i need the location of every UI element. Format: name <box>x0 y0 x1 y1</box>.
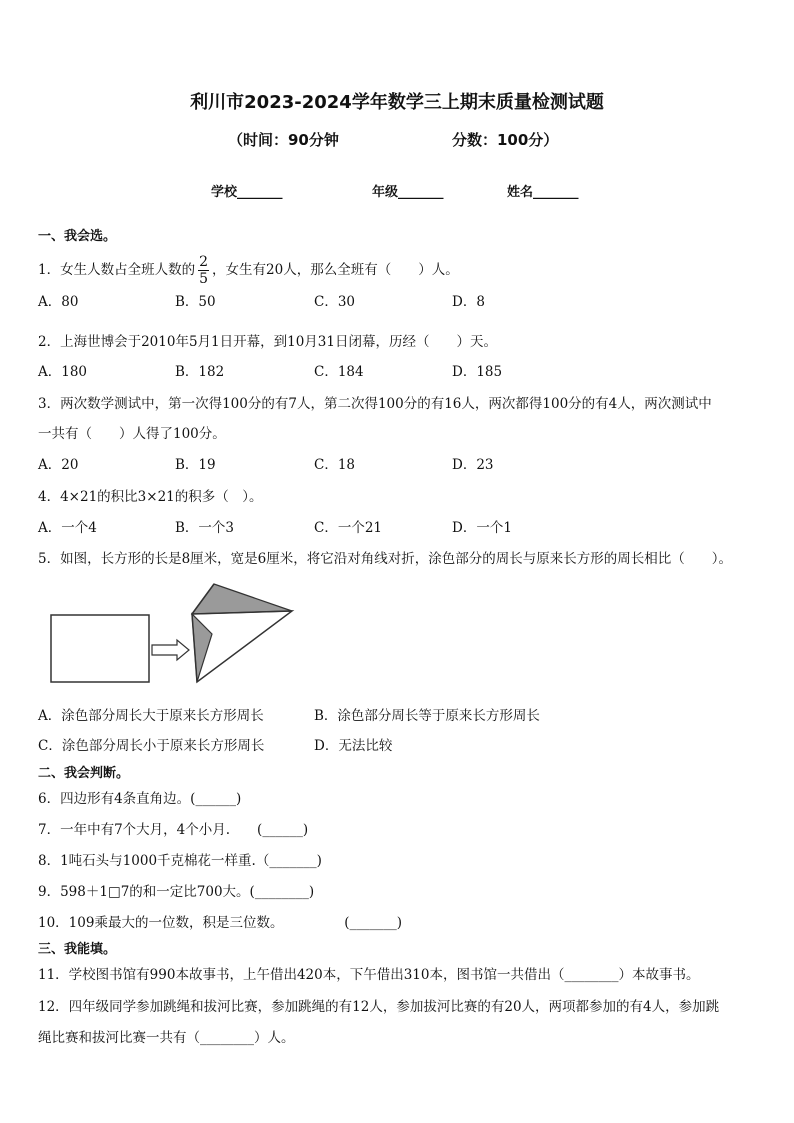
q1-option-a: A．80 <box>38 294 79 310</box>
name-field: 姓名_______ <box>507 185 579 200</box>
question-1-suffix: ，女生有20人，那么全班有（ ）人。 <box>212 262 459 278</box>
question-1 <box>38 254 459 287</box>
q2-option-d: D．185 <box>452 364 503 380</box>
q5-option-c: C．涂色部分周长小于原来长方形周长 <box>38 738 265 754</box>
original-rectangle <box>51 615 149 682</box>
question-2: 2．上海世博会于2010年5月1日开幕，到10月31日闭幕，历经（ ）天。 <box>38 334 497 350</box>
question-4: 4．4×21的积比3×21的积多（ ）。 <box>38 489 263 505</box>
q4-option-c: C．一个21 <box>314 520 383 536</box>
school-field: 学校_______ <box>211 185 283 200</box>
question-10: 10．109乘最大的一位数，积是三位数。 (_______) <box>38 915 402 931</box>
q5-option-a: A．涂色部分周长大于原来长方形周长 <box>38 708 264 724</box>
question-11: 11．学校图书馆有990本故事书，上午借出420本，下午借出310本，图书馆一共借出（________）本故事书。 <box>38 967 700 983</box>
exam-score: 分数：100分） <box>452 131 559 149</box>
q2-option-c: C．184 <box>314 364 364 380</box>
fraction-numerator: 2 <box>199 254 209 270</box>
q3-option-c: C．18 <box>314 457 356 473</box>
arrow-icon <box>152 640 189 660</box>
shaded-triangle-top <box>192 584 292 614</box>
q5-option-b: B．涂色部分周长等于原来长方形周长 <box>314 708 540 724</box>
q4-option-a: A．一个4 <box>38 520 97 536</box>
question-9: 9．598＋1□7的和一定比700大。(________) <box>38 884 315 900</box>
exam-time: （时间：90分钟 <box>228 131 339 149</box>
q1-option-b: B．50 <box>175 294 216 310</box>
question-3-line-2: 一共有（ ）人得了100分。 <box>38 426 226 442</box>
folded-shape <box>192 584 292 682</box>
q3-option-a: A．20 <box>38 457 79 473</box>
question-6: 6．四边形有4条直角边。(______) <box>38 791 242 807</box>
q3-option-d: D．23 <box>452 457 494 473</box>
q5-option-d: D．无法比较 <box>314 738 393 754</box>
q2-option-a: A．180 <box>38 364 88 380</box>
section-heading-choice: 一、我会选。 <box>38 229 117 244</box>
question-7: 7．一年中有7个大月，4个小月. (______) <box>38 822 309 838</box>
fraction-denominator: 5 <box>199 271 209 287</box>
q1-option-c: C．30 <box>314 294 356 310</box>
q1-option-d: D．8 <box>452 294 485 310</box>
rectangle-fold-figure <box>44 578 300 690</box>
section-heading-fill: 三、我能填。 <box>38 942 117 957</box>
question-1-prefix: 1．女生人数占全班人数的 <box>38 262 196 278</box>
q4-option-d: D．一个1 <box>452 520 512 536</box>
question-5: 5．如图，长方形的长是8厘米，宽是6厘米，将它沿对角线对折，涂色部分的周长与原来长方形的周长相比（ ）。 <box>38 551 733 567</box>
section-heading-judge: 二、我会判断。 <box>38 766 130 781</box>
q2-option-b: B．182 <box>175 364 225 380</box>
question-12-line-2: 绳比赛和拔河比赛一共有（________）人。 <box>38 1030 295 1046</box>
q4-option-b: B．一个3 <box>175 520 235 536</box>
question-12-line-1: 12．四年级同学参加跳绳和拔河比赛，参加跳绳的有12人，参加拔河比赛的有20人，两项都参加的有4人，参加跳 <box>38 999 720 1015</box>
fraction-two-fifths <box>198 254 209 287</box>
page-title: 利川市2023-2024学年数学三上期末质量检测试题 <box>190 92 604 113</box>
q3-option-b: B．19 <box>175 457 216 473</box>
question-3-line-1: 3．两次数学测试中，第一次得100分的有7人，第二次得100分的有16人，两次都得100分的有4人，两次测试中 <box>38 396 712 412</box>
question-8: 8．1吨石头与1000千克棉花一样重.（_______) <box>38 853 322 869</box>
grade-field: 年级_______ <box>372 185 444 200</box>
